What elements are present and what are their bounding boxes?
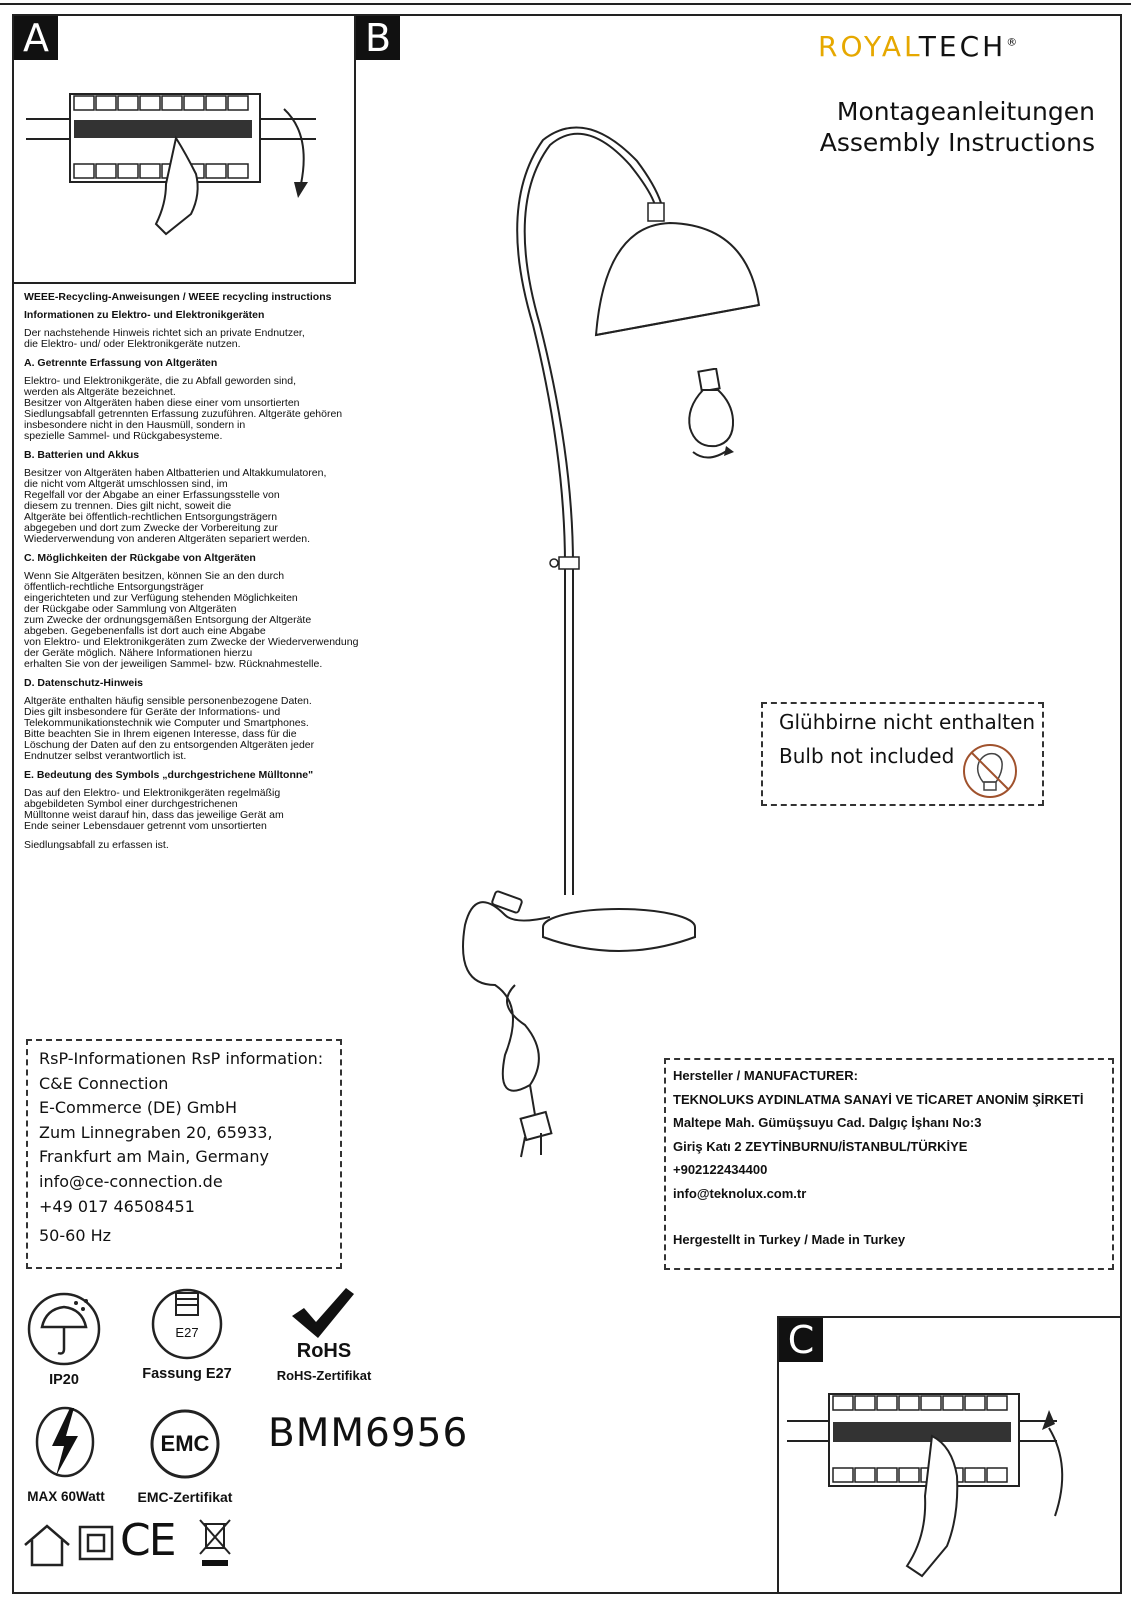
manufacturer-line: info@teknolux.com.tr: [673, 1185, 807, 1201]
socket-label: Fassung E27: [142, 1366, 232, 1382]
max-power-label: MAX 60Watt: [27, 1489, 105, 1504]
rohs-label: RoHS-Zertifikat: [276, 1368, 372, 1383]
double-insulation-icon: [78, 1525, 114, 1561]
emc-icon: [149, 1408, 221, 1480]
weee-d-text: Altgeräte enthalten häufig sensible personenbezogene Daten. Dies gilt insbesondere für Geräte der Informations- und Telekommunikationstechnik wie Computer und Smartphones. Bitte beachten Sie in Ihrem eigenen Interesse, dass für die Löschung der Daten auf den zu entsorgenden Altgeräten jeder Endnutzer selbst verantwortlich ist.: [24, 695, 315, 762]
rsp-line: info@ce-connection.de: [39, 1171, 223, 1191]
weee-c-title: C. Möglichkeiten der Rückgabe von Altgeräten: [24, 552, 256, 564]
weee-b-text: Besitzer von Altgeräten haben Altbatterien und Altakkumulatoren, die nicht vom Altgerät umschlossen sind, im Regelfall vor der Abgabe an einer Erfassungsstelle von diesem zu trennen. Dies gilt nicht, soweit die Altgeräte bei öffentlich-rechtlichen Entsorgungsträgern abgegeben und dort zum Zwecke der Vorbereitung zur Wiederverwendung von anderen Altgeräten separiert werden.: [24, 467, 327, 545]
weee-subheading: Informationen zu Elektro- und Elektronikgeräten: [24, 309, 265, 321]
weee-e-text: Das auf den Elektro- und Elektronikgeräten regelmäßig abgebildeten Symbol einer durchgestrichenen Mülltonne weist darauf hin, dass das jeweilige Gerät am Ende seiner Lebensdauer getrennt vom unsortierten: [24, 787, 284, 832]
rsp-line: 50-60 Hz: [39, 1226, 112, 1246]
indoor-use-house-icon: [22, 1523, 72, 1567]
rsp-line: C&E Connection: [39, 1073, 169, 1093]
brand-royal: ROYAL: [818, 30, 919, 63]
light-bulb-icon: [678, 368, 748, 468]
manufacturer-heading: Hersteller / MANUFACTURER:: [673, 1068, 858, 1083]
manufacturer-line: +902122434400: [673, 1162, 768, 1177]
rohs-logo-text: RoHS: [296, 1340, 352, 1362]
panel-a-tag: A: [14, 16, 58, 60]
bulb-note-de: Glühbirne nicht enthalten: [779, 710, 1036, 734]
brand-logo: [818, 30, 1020, 63]
model-number: BMM6956: [268, 1411, 469, 1456]
page-title: [820, 96, 1095, 158]
e27-socket-icon: [150, 1287, 224, 1361]
weee-instructions: [24, 292, 444, 859]
top-rule: [0, 3, 1131, 5]
rsp-heading: RsP-Informationen RsP information:: [39, 1049, 324, 1068]
emc-logo-text: EMC: [160, 1431, 210, 1456]
brand-reg: ®: [1006, 35, 1021, 49]
weee-a-text: Elektro- und Elektronikgeräte, die zu Abfall geworden sind, werden als Altgeräte bezeichnet. Besitzer von Altgeräten haben diese einer vom unsortierten Siedlungsabfall getrennten Erfassung zuzuführen. Altgeräte gehören insbesondere nicht in den Hausmüll, sondern in spezielle Sammel- und Rückgabesysteme.: [24, 375, 343, 442]
floor-lamp-illustration: [455, 125, 785, 1185]
bulb-not-included-note: [761, 702, 1044, 806]
manufacturer-box: [664, 1058, 1114, 1270]
title-de: Montageanleitungen: [836, 97, 1095, 126]
e27-inner-label: E27: [175, 1325, 199, 1340]
panel-c: [777, 1316, 1122, 1594]
rsp-line: +49 017 46508451: [39, 1196, 195, 1216]
ip20-umbrella-icon: [26, 1291, 102, 1367]
rsp-line: Frankfurt am Main, Germany: [39, 1147, 269, 1167]
breaker-switch-on-illustration: [787, 1366, 1087, 1586]
rsp-info-box: [26, 1039, 342, 1269]
emc-label: EMC-Zertifikat: [137, 1489, 233, 1505]
weee-e-text2: Siedlungsabfall zu erfassen ist.: [24, 839, 169, 851]
weee-a-title: A. Getrennte Erfassung von Altgeräten: [24, 357, 218, 369]
made-in-turkey: Hergestellt in Turkey / Made in Turkey: [673, 1232, 906, 1247]
weee-intro: Der nachstehende Hinweis richtet sich an private Endnutzer, die Elektro- und/ oder Elektronikgeräte nutzen.: [24, 327, 305, 350]
breaker-switch-off-illustration: [26, 74, 326, 244]
panel-b-tag: B: [356, 16, 400, 60]
ce-mark-icon: CE: [120, 1515, 175, 1566]
weee-heading: WEEE-Recycling-Anweisungen / WEEE recycling instructions: [24, 291, 332, 303]
weee-c-text: Wenn Sie Altgeräten besitzen, können Sie an den durch öffentlich-rechtliche Entsorgungsträger eingerichteten und zur Verfügung stehenden Möglichkeiten der Rückgabe oder Sammlung von Altgeräten zum Zwecke der ordnungsgemäßen Entsorgung der Altgeräte abgeben. Gegebenenfalls ist dort auch eine Abgabe von Elektro- und Elektronikgeräten zum Zwecke der Wiederverwendung der Geräte möglich. Nähere Informationen hierzu erhalten Sie von der jeweiligen Sammel- bzw. Rücknahmestelle.: [24, 570, 359, 670]
crossed-bin-icon: [198, 1516, 232, 1568]
no-bulb-icon: [961, 742, 1019, 800]
weee-d-title: D. Datenschutz-Hinweis: [24, 677, 144, 689]
weee-b-title: B. Batterien und Akkus: [24, 449, 140, 461]
max-power-lightning-icon: [34, 1404, 96, 1480]
rsp-line: Zum Linnegraben 20, 65933,: [39, 1122, 273, 1142]
panel-a: [12, 14, 356, 284]
brand-tech: TECH: [918, 30, 1007, 63]
manufacturer-line: Giriş Katı 2 ZEYTİNBURNU/İSTANBUL/TÜRKİYE: [673, 1138, 968, 1154]
manufacturer-line: TEKNOLUKS AYDINLATMA SANAYİ VE TİCARET ANONİM ŞİRKETİ: [673, 1091, 1084, 1107]
title-en: Assembly Instructions: [819, 128, 1095, 157]
ip20-label: IP20: [49, 1372, 79, 1388]
weee-e-title: E. Bedeutung des Symbols „durchgestrichene Mülltonne": [24, 769, 314, 781]
rsp-line: E-Commerce (DE) GmbH: [39, 1098, 237, 1118]
rohs-checkmark-icon: [290, 1286, 356, 1340]
panel-c-tag: C: [779, 1318, 823, 1362]
bulb-note-en: Bulb not included: [779, 744, 955, 768]
manufacturer-line: Maltepe Mah. Gümüşsuyu Cad. Dalgıç İşhanı No:3: [673, 1115, 982, 1130]
